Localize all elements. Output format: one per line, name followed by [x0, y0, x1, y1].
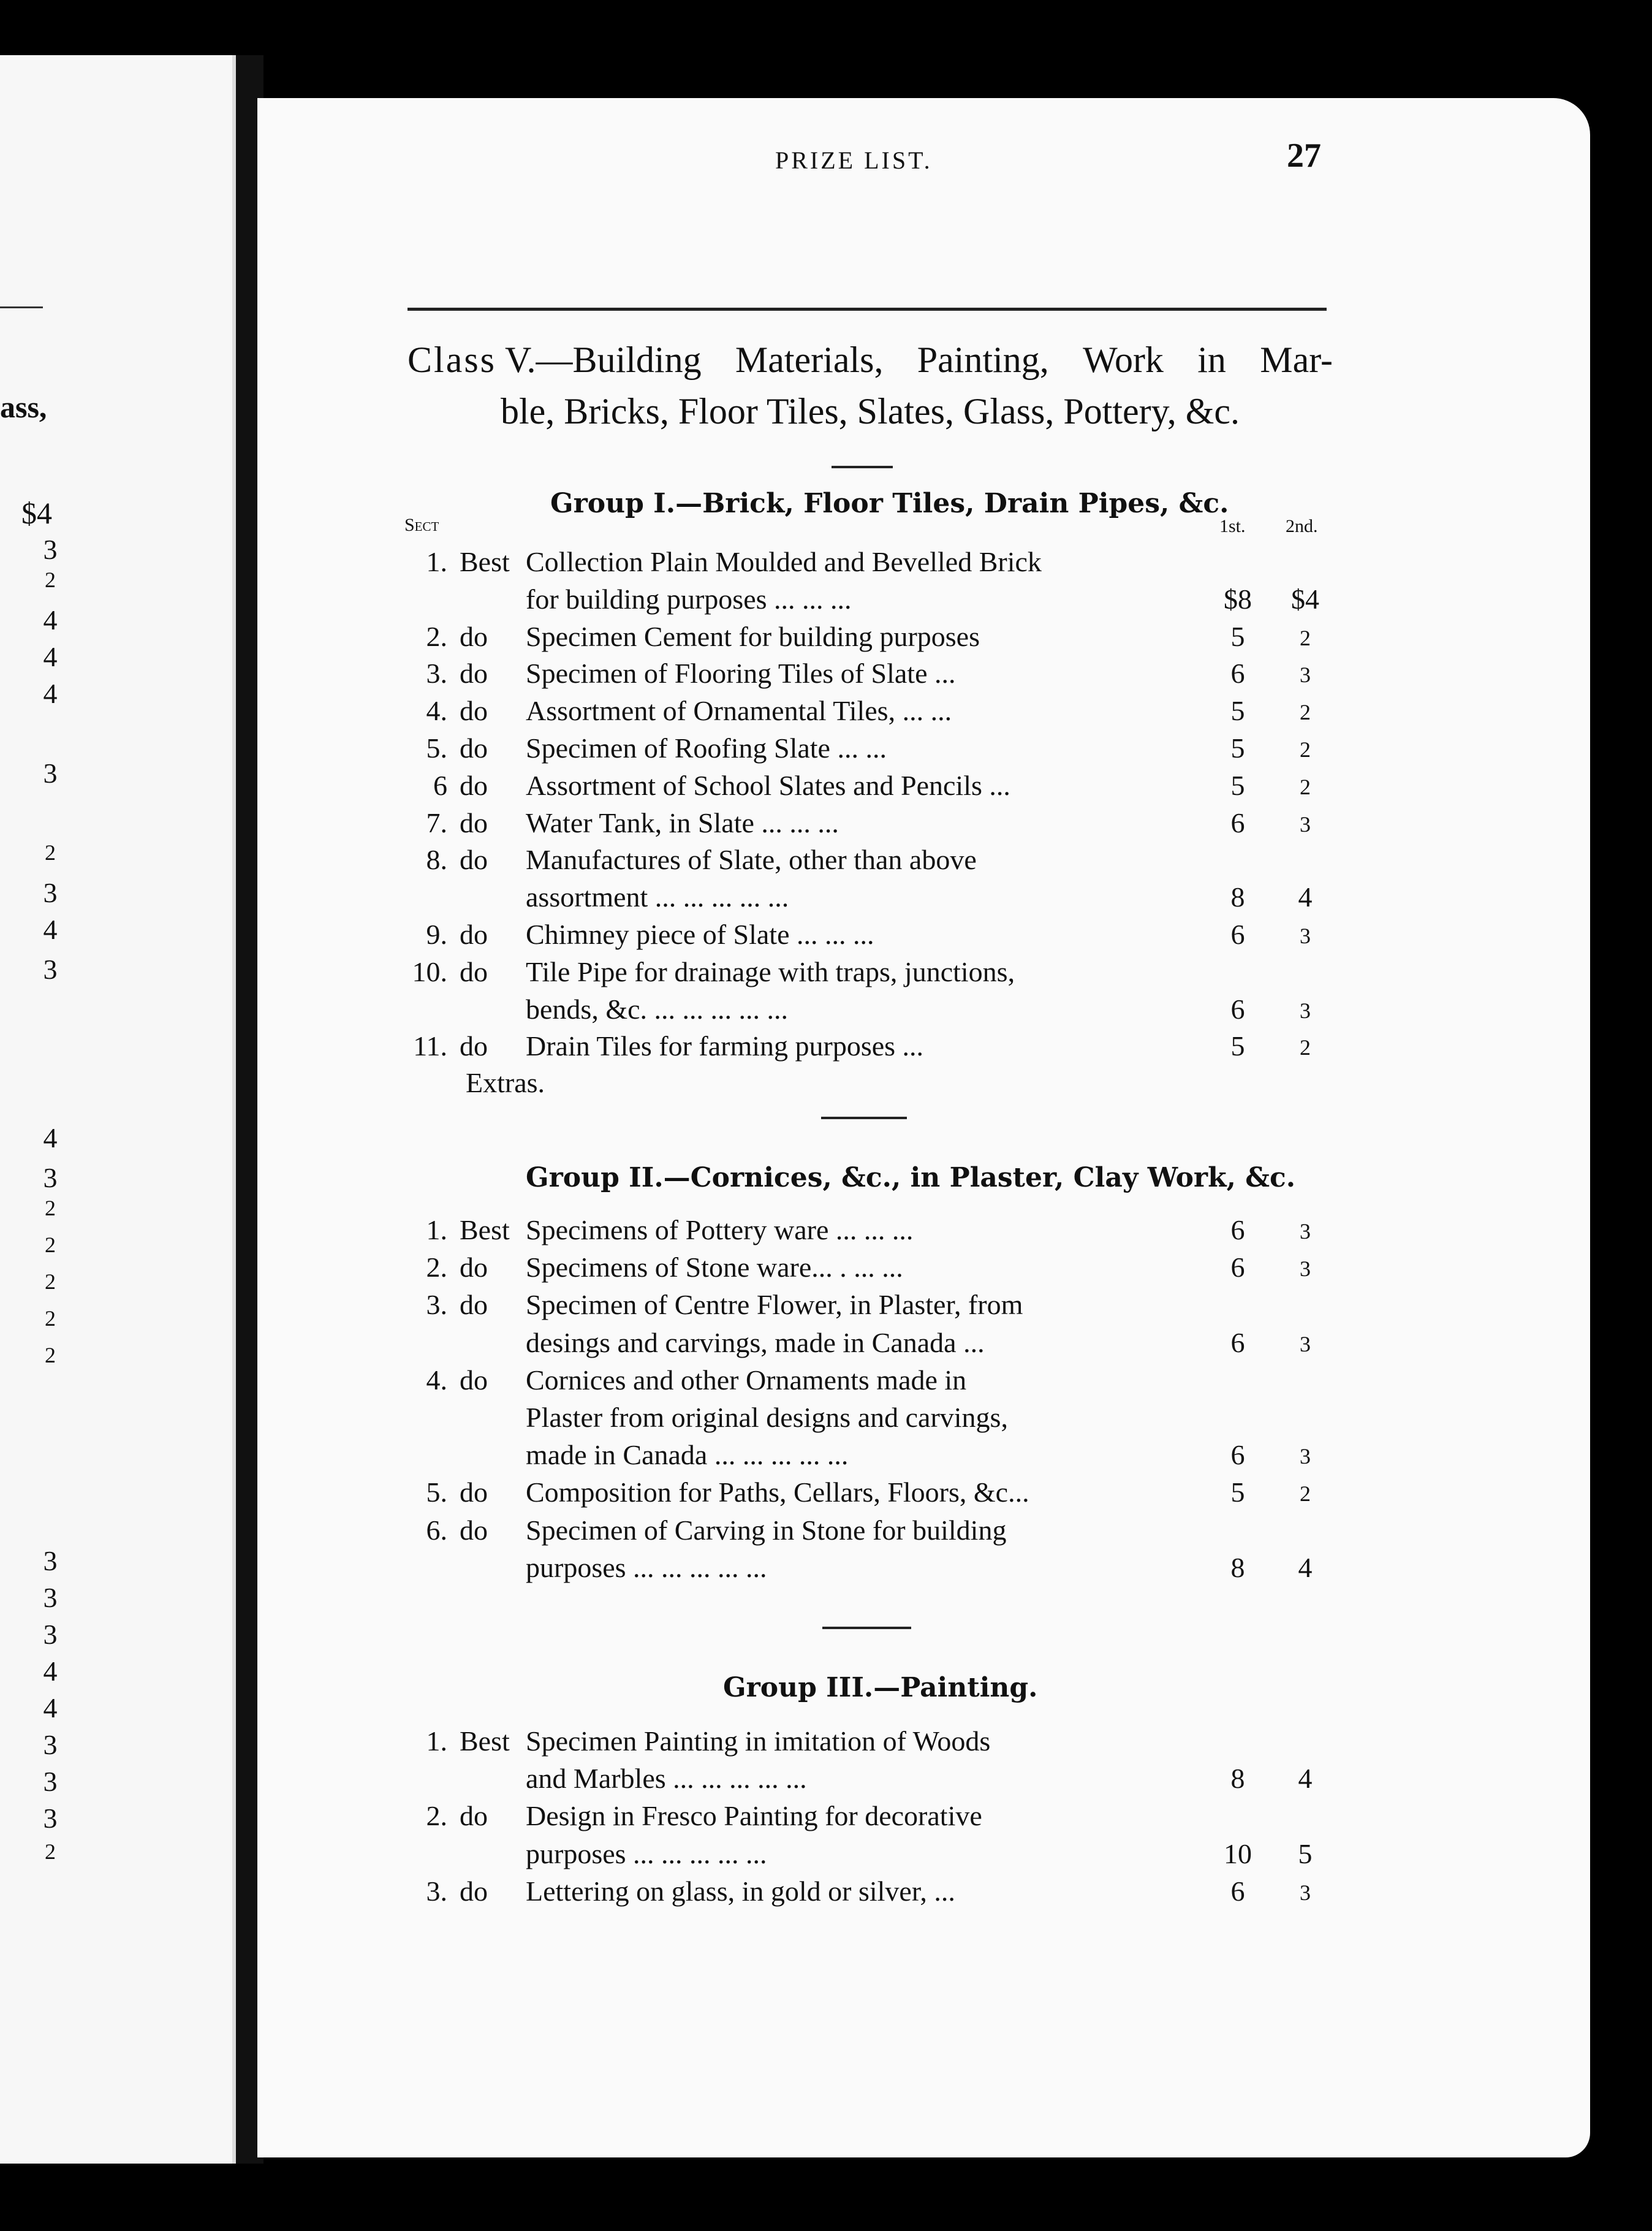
prize-entry-row: [404, 1838, 1336, 1874]
section-number: 5.: [426, 732, 447, 764]
prize-entry-row: [404, 1875, 1336, 1912]
first-prize-amount: 6: [1230, 1214, 1245, 1245]
left-page-value: $4: [21, 496, 52, 530]
sect-column-label: Sect: [404, 515, 439, 535]
class-title-word-0: Class V.—Building: [407, 340, 702, 380]
entry-description: for building purposes ... ... ...: [526, 583, 852, 615]
entry-description: Specimen Cement for building purposes: [526, 621, 980, 652]
group-3-heading: Group III.—Painting.: [723, 1672, 1038, 1703]
entry-description: assortment ... ... ... ... ...: [526, 881, 789, 913]
prize-entry-row: [404, 1476, 1336, 1513]
section-number: 1.: [426, 546, 447, 577]
left-page-value: 2: [45, 1343, 56, 1367]
entry-description: and Marbles ... ... ... ... ...: [526, 1763, 807, 1794]
left-page-value: 3: [43, 534, 58, 565]
second-prize-amount: 2: [1300, 1035, 1311, 1060]
prize-entry-row: [404, 1514, 1336, 1551]
left-page-value: 3: [43, 1162, 58, 1193]
entry-qualifier: do: [460, 1289, 488, 1320]
prize-entry-row: [404, 545, 1336, 582]
second-prize-amount: $4: [1291, 583, 1319, 615]
prize-entry-row: [404, 956, 1336, 992]
class-title-word-3: Work: [1083, 340, 1164, 380]
class-title-word-1: Materials,: [735, 340, 884, 380]
entry-qualifier: Best: [460, 546, 510, 577]
class-title-line-1: [407, 334, 1333, 386]
entry-description: Drain Tiles for farming purposes ...: [526, 1030, 924, 1062]
second-prize-amount: 3: [1300, 663, 1311, 687]
class-title-line-2: ble, Bricks, Floor Tiles, Slates, Glass, Pottery, &c.: [500, 391, 1240, 431]
left-page-value: 2: [45, 1306, 56, 1331]
second-prize-amount: 2: [1300, 1481, 1311, 1506]
entry-qualifier: do: [460, 1030, 488, 1062]
second-prize-amount: 4: [1298, 1552, 1313, 1583]
second-prize-amount: 3: [1300, 924, 1311, 948]
entry-description: made in Canada ... ... ... ... ...: [526, 1439, 849, 1470]
prize-entry-row: [404, 694, 1336, 731]
second-prize-amount: 4: [1298, 881, 1313, 913]
prize-entry-row: [404, 1030, 1336, 1066]
entry-description: Assortment of School Slates and Pencils ...: [526, 770, 1010, 801]
first-prize-amount: 8: [1230, 1552, 1245, 1583]
first-prize-amount: 10: [1224, 1838, 1252, 1869]
first-prize-amount: 6: [1230, 658, 1245, 689]
entry-qualifier: Best: [460, 1214, 510, 1245]
entry-description: Specimens of Stone ware... . ... ...: [526, 1252, 903, 1283]
entry-description: Specimen of Centre Flower, in Plaster, from: [526, 1289, 1023, 1320]
group-2-rule: [822, 1627, 911, 1629]
first-prize-amount: 6: [1230, 1327, 1245, 1358]
entry-description: purposes ... ... ... ... ...: [526, 1552, 767, 1583]
prize-entry-row: [404, 1401, 1336, 1438]
first-prize-amount: 6: [1230, 994, 1245, 1025]
entry-description: Collection Plain Moulded and Bevelled Brick: [526, 546, 1042, 577]
left-page-value: 3: [43, 877, 58, 908]
left-page-value: 3: [43, 758, 58, 789]
left-page-value: 4: [43, 1655, 58, 1687]
prize-entry-row: [404, 807, 1336, 843]
running-title: PRIZE LIST.: [775, 146, 933, 174]
second-prize-amount: 2: [1300, 700, 1311, 724]
section-number: 5.: [426, 1477, 447, 1508]
entry-qualifier: Best: [460, 1725, 510, 1757]
section-number: 2.: [426, 1800, 447, 1831]
second-prize-amount: 3: [1300, 1219, 1311, 1244]
prize-entry-row: [404, 620, 1336, 657]
entry-qualifier: do: [460, 732, 488, 764]
second-prize-amount: 2: [1300, 737, 1311, 762]
left-page-value: 2: [45, 568, 56, 592]
entry-description: Specimen Painting in imitation of Woods: [526, 1725, 991, 1757]
prize-entry-row: [404, 583, 1336, 620]
first-prize-amount: 6: [1230, 919, 1245, 950]
first-prize-amount: 5: [1230, 732, 1245, 764]
section-number: 2.: [426, 621, 447, 652]
entry-description: Water Tank, in Slate ... ... ...: [526, 807, 839, 838]
group-1-extras: Extras.: [466, 1067, 545, 1098]
prize-entry-row: [404, 769, 1336, 806]
section-number: 4.: [426, 1364, 447, 1396]
left-page-value: 3: [43, 1582, 58, 1613]
entry-qualifier: do: [460, 807, 488, 838]
left-page-fragment: [0, 55, 236, 2164]
left-page-value: 2: [45, 1839, 56, 1864]
entry-description: Assortment of Ornamental Tiles, ... ...: [526, 695, 952, 726]
left-page-value: 3: [43, 1766, 58, 1797]
left-page-value: 4: [43, 604, 58, 636]
class-title-word-4: in: [1197, 340, 1226, 380]
second-prize-amount: 3: [1300, 1256, 1311, 1281]
prize-entry-row: [404, 1551, 1336, 1588]
entry-qualifier: do: [460, 1515, 488, 1546]
prize-entry-row: [404, 1439, 1336, 1475]
left-page-value: 3: [43, 1803, 58, 1834]
prize-entry-row: [404, 1251, 1336, 1288]
first-prize-amount: 8: [1230, 1763, 1245, 1794]
entry-description: Tile Pipe for drainage with traps, junctions,: [526, 956, 1015, 987]
entry-description: Chimney piece of Slate ... ... ...: [526, 919, 874, 950]
entry-qualifier: do: [460, 1876, 488, 1907]
left-page-value: 3: [43, 1729, 58, 1760]
second-prize-amount: 2: [1300, 775, 1311, 799]
left-page-value: 4: [43, 1122, 58, 1154]
left-page-fragment-word: ass,: [0, 390, 47, 424]
entry-description: Specimen of Flooring Tiles of Slate ...: [526, 658, 956, 689]
left-page-value: 3: [43, 1619, 58, 1650]
entry-description: desings and carvings, made in Canada ...: [526, 1327, 985, 1358]
entry-description: Specimen of Carving in Stone for building: [526, 1515, 1007, 1546]
entry-qualifier: do: [460, 695, 488, 726]
prize-entry-row: [404, 993, 1336, 1030]
first-prize-amount: 8: [1230, 881, 1245, 913]
left-page-rule: [0, 306, 43, 308]
section-number: 1.: [426, 1725, 447, 1757]
entry-qualifier: do: [460, 1477, 488, 1508]
section-number: 3.: [426, 658, 447, 689]
entry-qualifier: do: [460, 621, 488, 652]
entry-description: Manufactures of Slate, other than above: [526, 844, 977, 875]
prize-entry-row: [404, 843, 1336, 880]
entry-description: Design in Fresco Painting for decorative: [526, 1800, 982, 1831]
entry-qualifier: do: [460, 956, 488, 987]
entry-description: purposes ... ... ... ... ...: [526, 1838, 767, 1869]
entry-qualifier: do: [460, 1364, 488, 1396]
entry-qualifier: do: [460, 1252, 488, 1283]
section-number: 9.: [426, 919, 447, 950]
class-title-word-5: Mar-: [1260, 340, 1333, 380]
second-prize-amount: 5: [1298, 1838, 1313, 1869]
entry-qualifier: do: [460, 844, 488, 875]
section-number: 3.: [426, 1876, 447, 1907]
first-prize-amount: 5: [1230, 1030, 1245, 1062]
left-page-value: 2: [45, 1196, 56, 1220]
first-prize-column-label: 1st.: [1219, 516, 1246, 536]
second-prize-amount: 3: [1300, 1444, 1311, 1469]
section-number: 6.: [426, 1515, 447, 1546]
prize-entry-row: [404, 732, 1336, 769]
left-page-value: 4: [43, 678, 58, 709]
header-rule: [407, 308, 1327, 311]
section-number: 1.: [426, 1214, 447, 1245]
entry-qualifier: do: [460, 919, 488, 950]
left-page-value: 4: [43, 914, 58, 945]
second-prize-amount: 3: [1300, 1880, 1311, 1905]
class-title-word-2: Painting,: [917, 340, 1049, 380]
prize-entry-row: [404, 1800, 1336, 1836]
prize-entry-row: [404, 657, 1336, 694]
left-page-value: 2: [45, 840, 56, 865]
entry-description: Composition for Paths, Cellars, Floors, &c...: [526, 1477, 1029, 1508]
section-number: 3.: [426, 1289, 447, 1320]
entry-description: Specimen of Roofing Slate ... ...: [526, 732, 887, 764]
entry-description: bends, &c. ... ... ... ... ...: [526, 994, 789, 1025]
left-page-value: 3: [43, 954, 58, 985]
class-title: [407, 334, 1333, 437]
section-number: 4.: [426, 695, 447, 726]
page-number: 27: [1287, 137, 1321, 175]
second-prize-column-label: 2nd.: [1286, 516, 1318, 536]
left-page-value: 2: [45, 1269, 56, 1294]
group-2-heading: Group II.—Cornices, &c., in Plaster, Clay Work, &c.: [526, 1162, 1296, 1193]
first-prize-amount: 6: [1230, 1876, 1245, 1907]
section-number: 6: [433, 770, 447, 801]
left-page-value: 2: [45, 1233, 56, 1257]
group-1-rule: [821, 1117, 907, 1119]
second-prize-amount: 3: [1300, 812, 1311, 837]
first-prize-amount: $8: [1224, 583, 1252, 615]
prize-entry-row: [404, 1326, 1336, 1363]
group-1-heading: Group I.—Brick, Floor Tiles, Drain Pipes, &c.: [550, 488, 1229, 519]
first-prize-amount: 6: [1230, 1252, 1245, 1283]
left-page-value: 4: [43, 1692, 58, 1724]
entry-description: Specimens of Pottery ware ... ... ...: [526, 1214, 914, 1245]
prize-entry-row: [404, 1725, 1336, 1762]
left-page-value: 4: [43, 641, 58, 672]
entry-description: Cornices and other Ornaments made in: [526, 1364, 967, 1396]
title-rule: [832, 466, 893, 468]
left-page-value: 3: [43, 1545, 58, 1576]
first-prize-amount: 6: [1230, 807, 1245, 838]
first-prize-amount: 5: [1230, 1477, 1245, 1508]
section-number: 8.: [426, 844, 447, 875]
entry-description: Lettering on glass, in gold or silver, ...: [526, 1876, 955, 1907]
second-prize-amount: 3: [1300, 1332, 1311, 1356]
first-prize-amount: 5: [1230, 621, 1245, 652]
entry-qualifier: do: [460, 658, 488, 689]
first-prize-amount: 5: [1230, 770, 1245, 801]
prize-entry-row: [404, 918, 1336, 955]
prize-entry-row: [404, 1364, 1336, 1401]
section-number: 10.: [412, 956, 447, 987]
section-number: 7.: [426, 807, 447, 838]
prize-entry-row: [404, 1762, 1336, 1799]
entry-qualifier: do: [460, 1800, 488, 1831]
second-prize-amount: 4: [1298, 1763, 1313, 1794]
second-prize-amount: 3: [1300, 998, 1311, 1023]
first-prize-amount: 6: [1230, 1439, 1245, 1470]
prize-entry-row: [404, 1214, 1336, 1250]
first-prize-amount: 5: [1230, 695, 1245, 726]
prize-entry-row: [404, 881, 1336, 918]
section-number: 11.: [413, 1030, 447, 1062]
entry-qualifier: do: [460, 770, 488, 801]
entry-description: Plaster from original designs and carvings,: [526, 1402, 1008, 1433]
section-number: 2.: [426, 1252, 447, 1283]
second-prize-amount: 2: [1300, 626, 1311, 650]
prize-entry-row: [404, 1288, 1336, 1325]
